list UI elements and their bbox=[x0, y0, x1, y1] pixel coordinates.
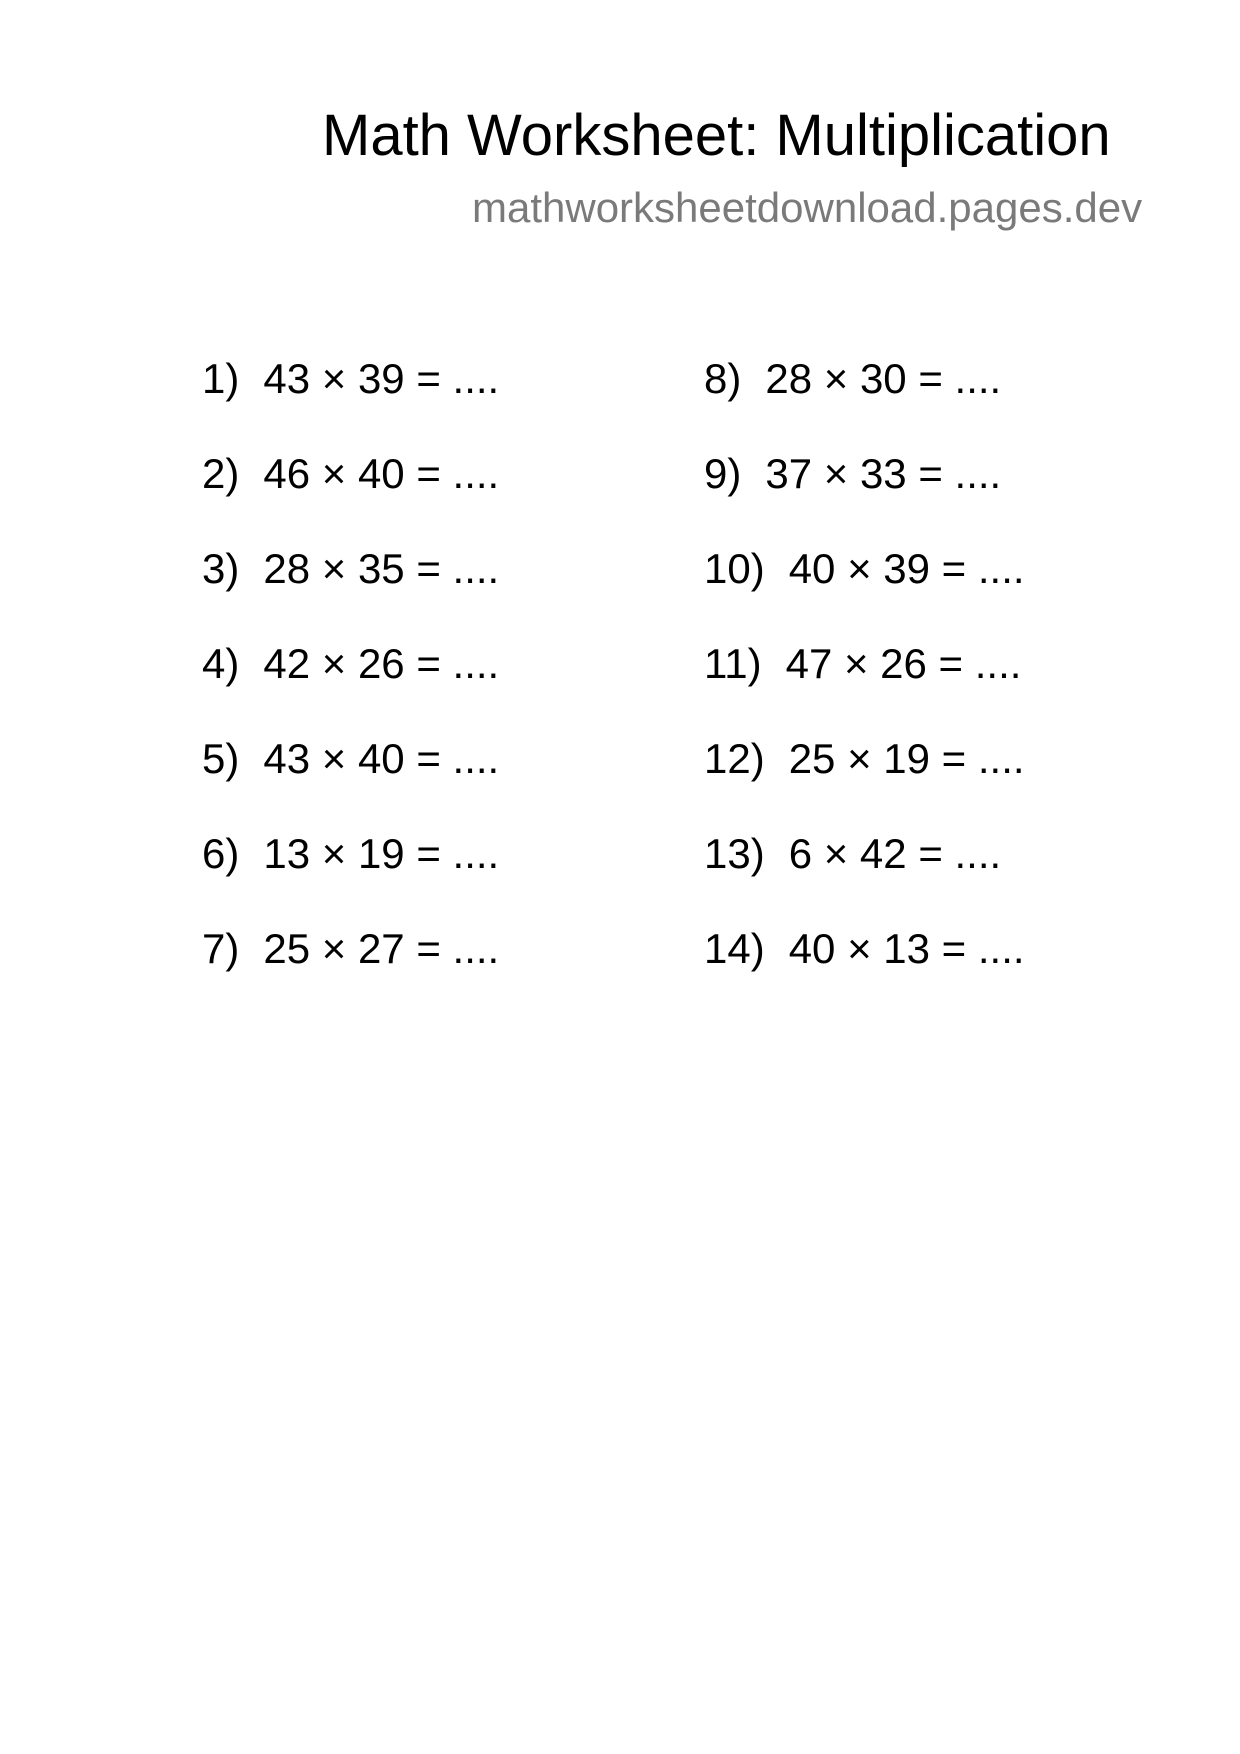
page-title: Math Worksheet: Multiplication bbox=[322, 103, 1111, 168]
problem-number: 10) bbox=[704, 545, 765, 592]
problem-number: 8) bbox=[704, 355, 742, 402]
problem-item bbox=[704, 542, 1025, 637]
site-url: mathworksheetdownload.pages.dev bbox=[472, 184, 1143, 231]
problem-number: 4) bbox=[202, 640, 240, 687]
problem-item bbox=[704, 732, 1025, 827]
problem-column-left bbox=[202, 352, 499, 1017]
problem-expression: 6 × 42 = .... bbox=[788, 830, 1002, 877]
problem-number: 9) bbox=[704, 450, 742, 497]
problem-item bbox=[202, 352, 499, 447]
problem-expression: 46 × 40 = .... bbox=[263, 450, 500, 497]
problem-number: 7) bbox=[202, 925, 240, 972]
problem-expression: 40 × 39 = .... bbox=[788, 545, 1025, 592]
problem-item bbox=[704, 352, 1025, 447]
problem-column-right bbox=[704, 352, 1025, 1017]
problem-item bbox=[202, 447, 499, 542]
problem-number: 12) bbox=[704, 735, 765, 782]
problem-item bbox=[704, 637, 1025, 732]
problem-expression: 43 × 40 = .... bbox=[263, 735, 500, 782]
problem-number: 3) bbox=[202, 545, 240, 592]
problem-expression: 13 × 19 = .... bbox=[263, 830, 500, 877]
problem-item bbox=[202, 922, 499, 1017]
problem-expression: 47 × 26 = .... bbox=[785, 640, 1022, 687]
problem-expression: 25 × 19 = .... bbox=[788, 735, 1025, 782]
problem-expression: 25 × 27 = .... bbox=[263, 925, 500, 972]
problem-number: 11) bbox=[704, 640, 762, 687]
problem-expression: 43 × 39 = .... bbox=[263, 355, 500, 402]
problem-number: 6) bbox=[202, 830, 240, 877]
problem-item bbox=[202, 542, 499, 637]
problem-expression: 28 × 30 = .... bbox=[765, 355, 1002, 402]
problem-expression: 40 × 13 = .... bbox=[788, 925, 1025, 972]
problem-item bbox=[704, 447, 1025, 542]
problem-expression: 37 × 33 = .... bbox=[765, 450, 1002, 497]
problem-expression: 28 × 35 = .... bbox=[263, 545, 500, 592]
problem-item bbox=[704, 922, 1025, 1017]
problem-item bbox=[202, 732, 499, 827]
problem-item bbox=[704, 827, 1025, 922]
problem-number: 13) bbox=[704, 830, 765, 877]
problem-number: 14) bbox=[704, 925, 765, 972]
problem-expression: 42 × 26 = .... bbox=[263, 640, 500, 687]
problem-number: 2) bbox=[202, 450, 240, 497]
problem-number: 5) bbox=[202, 735, 240, 782]
problem-number: 1) bbox=[202, 355, 240, 402]
problem-item bbox=[202, 637, 499, 732]
problem-item bbox=[202, 827, 499, 922]
